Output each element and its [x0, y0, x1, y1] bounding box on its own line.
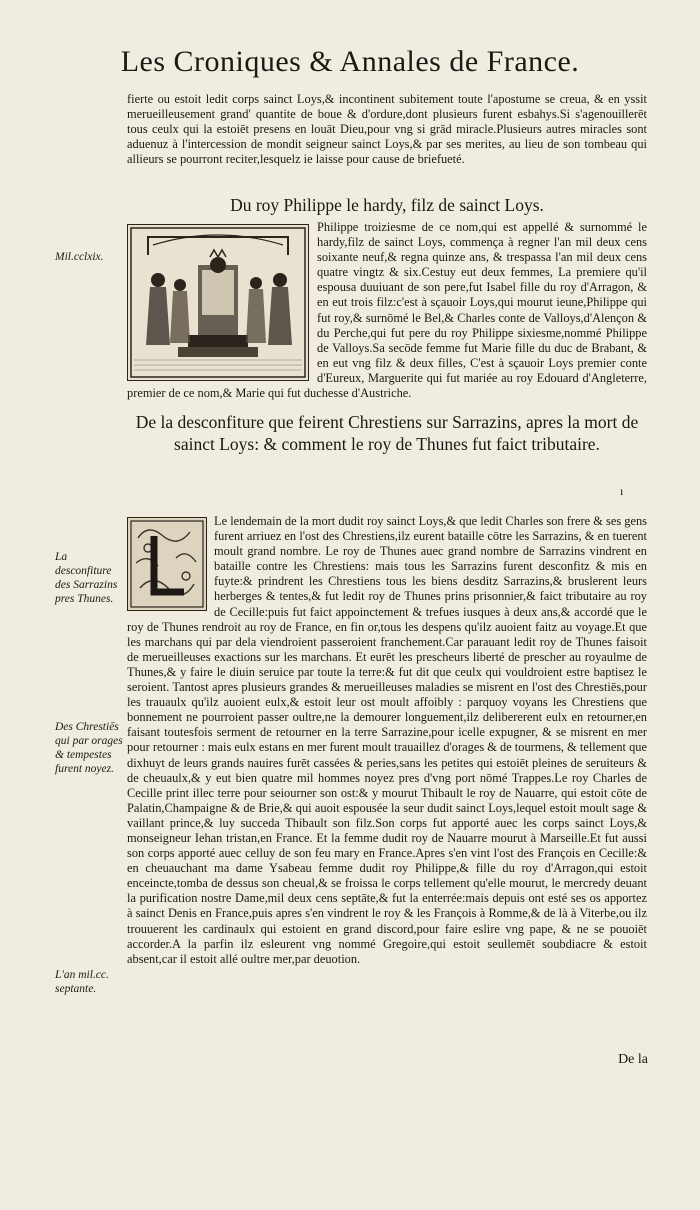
stray-mark: ı: [620, 484, 624, 498]
woodcut-illustration: [127, 224, 309, 381]
section-desconfiture-text: Le lendemain de la mort dudit roy sainct Loys,& que ledit Charles son frere & ses gens furent arriuez en l'ost des Chrestiens,ilz eurent bataille cōtre les Sarrazins, & en tuerent moult grand nombre. Le roy de Thunes auec grand nombre de Sarrazins vindrent en bataille contre les Chrestiens: mais tous les Sarrazins furent desconfitz & mis en fuyte:& prindrent les Chrestiens tous les biens desditz Sarrazins,& bruslerent leurs herberges & tentes,& fut ledit roy de Thunes prins prisonnier,& faict tributaire au roy de Cecille:puis fut faict appoinctement & trefues iusques à deux ans,& accordé que le roy de Thunes rendroit au roy de France, en fin or,tous les despens qu'ilz auoient faitz au voyage.Et que les marchans qui par dela viendroient passeroient franchement.Car parauant ledit roy de Thunes faisoit de merueilleuses exactions sur les marchans. Et eurēt les prescheurs liberté de prescher au royaulme de Thunes,& y faire le diuin seruice par toute la terre:& fut dit que ceulx qui vouldroient estre baptisez le seroient. Tantost apres plusieurs grandes & merueilleuses maladies se misrent en l'ost des Chrestiēs,pour les trauaulx qu'ilz auoient eulx,& estoit leur ost moult affoibly : parquoy voyans les Chrestiens que bonnement ne pourroient passer oultre,ne la demourer longuement,ilz delibererent eulx en retourner,en faisant toutesfois serment de retourner en la terre Sarrazine,pour icelle expugner, & se misrent en mer pour retourner : mais eulx estans en mer furent moult trauaillez d'orages & de tourmens, & tellement que dixhuyt de leurs grands nauires furēt cassées & peries,sans les petites qui estoiēt pleines de seruiteurs & de cheuaulx,& y eut bien quatre mil hommes noyez pres d'vng port nōmé Trappes.Le roy Charles de Cecille print illec terre pour seiourner son ost:& y mourut Thibault le roy de Nauarre, qui estoit cōte de Palatin,Champaigne & de Brie,& qui auoit espousée la seur dudit sainct Loys,lequel estoit moult sage & vaillant prince,& luy succeda Thibault son filz.Son corps fut apporté auec les corps sainct Loys,& monseigneur Iehan tristan,en France. Et la femme dudit roy de Nauarre mourut à Marseille.Et fut aussi son corps apporté auec celluy de son feu mary en France.Apres s'en vint l'ost des François en Cecille:& en cheuauchant ma dame Ysabeau femme dudit roy Philippe,& fille du roy d'Arragon,qui estoit enceincte,tomba de dessus son cheual,& se froissa le corps tellement qu'elle mourut, le mercredy deuant la purification nostre Dame,mil deux cens septāte,& fut la enterrée:mais depuis ont esté ses os apportez à sainct Denis en France,puis apres s'en vindrent le roy & les François à Romme,& de là à Viterbe,ou ilz trouuerent les cardinaulx qui estoient en grand discord,pour faire eslire vng pape, & ne se pouoiēt accorder.A la parfin ilz esleurent vng nommé Gregoire,qui estoit seullemēt soubdiacre & estoit absent,car il estoit allé oultre mer,par deuotion.: [127, 514, 647, 966]
margin-note-desconfiture: La desconfiture des Sarrazins pres Thunes.: [55, 551, 118, 605]
section-heading-philippe: Du roy Philippe le hardy, filz de sainct Loys.: [230, 195, 544, 215]
section-heading-desconfiture: De la desconfiture que feirent Chrestiens sur Sarrazins, apres la mort de sainct Loys: & comment le roy de Thunes fut faict tributaire.: [135, 412, 639, 454]
section-philippe-text: Philippe troiziesme de ce nom,qui est appellé & surnommé le hardy,filz de sainct Loys, commença à regner l'an mil deux cens soixante neuf,& regna quinze ans, & trespassa l'an mil deux cens quatre vingtz & six.Cestuy eut deux femmes, La premiere qu'il espousa duuiuant de son pere,fut Isabel fille du roy d'Arragon, & en eut trois filz:c'est à sçauoir Loys,qui mourut ieune,Philippe qui fut roy,& surnōmé le Bel,& Charles conte de Valloys,d'Alençon & du Perche,qui fut pere du roy Philippe sixiesme,nommé Philippe de Valloys.Sa secōde femme fut Marie fille du duc de Brabant, & en eut vng filz & deux filles, C'est à sçauoir Loys premier conte d'Eureux, Marguerite qui fut mariée au roy Edouard d'Angleterre, premier de ce nom,& Marie qui fut duchesse d'Austriche.: [127, 220, 647, 401]
opening-paragraph: [127, 92, 647, 167]
section-desconfiture: [127, 514, 647, 967]
section-philippe: [127, 220, 647, 401]
opening-paragraph-text: fierte ou estoit ledit corps sainct Loys,& incontinent subitement toute l'apostume se creua, & en yssit merueilleusement grand' quantite de boue & d'ordure,dont plusieurs furent esbahys.Si s'agenouillerēt tous ceulx qui la estoiēt presens en louāt Dieu,pour vng si grād miracle.Plusieurs autres miracles sont aduenuz à l'intercession de mondit seigneur sainct Loys,& par ses merites, au lieu de son tombeau qui allieurs se pourront reciter,lesquelz ie laisse pour cause de briefueté.: [127, 92, 647, 167]
decorated-initial: [127, 517, 207, 611]
catchword: De la: [618, 1052, 648, 1067]
margin-note-septante: L'an mil.cc. septante.: [55, 969, 109, 995]
running-title: Les Croniques & Annales de France.: [120, 45, 580, 78]
margin-note-noyez: Des Chrestiēs qui par orages & tempestes furent noyez.: [55, 721, 123, 775]
margin-note-year: Mil.cclxix.: [55, 251, 104, 263]
